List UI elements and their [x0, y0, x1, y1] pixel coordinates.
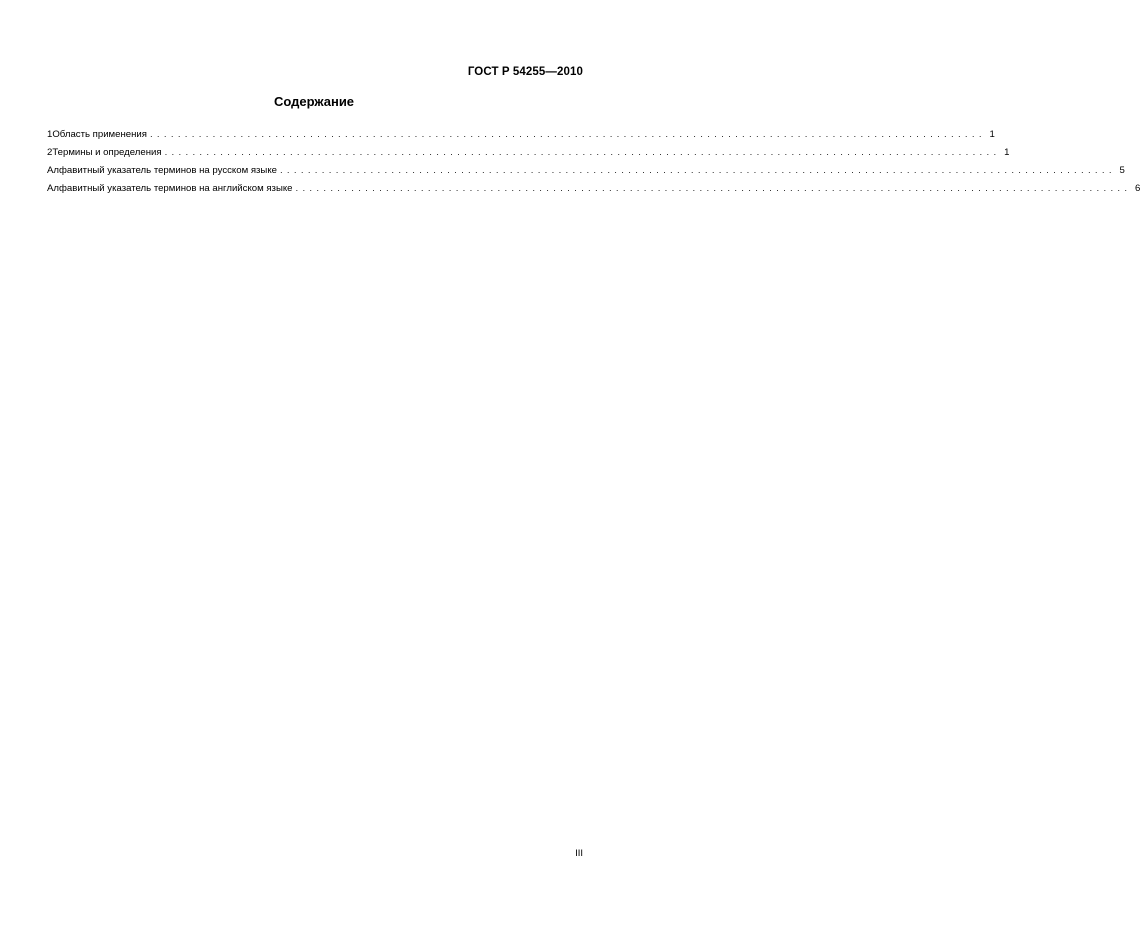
toc-leader-dots: ........................................................................................................................	[164, 147, 1001, 158]
toc-entry-page: 1	[1004, 147, 1010, 158]
toc-leader-dots: ........................................................................................................................	[295, 183, 1132, 194]
toc-entry-label: Алфавитный указатель терминов на русском языке	[47, 165, 277, 176]
toc-entry-page: 1	[989, 129, 995, 140]
toc-entry[interactable]	[47, 144, 1010, 162]
toc-entry-page: 5	[1119, 165, 1125, 176]
toc-entry-number: 1	[47, 129, 53, 140]
toc-entry[interactable]	[47, 180, 1140, 198]
toc-entry-number: 2	[47, 147, 53, 158]
toc-entry[interactable]	[47, 126, 995, 144]
toc-leader-dots: ........................................................................................................................	[149, 129, 986, 140]
table-of-contents	[47, 126, 1140, 198]
page-number: III	[575, 848, 583, 859]
toc-entry-page: 6	[1135, 183, 1140, 194]
toc-entry-label: Алфавитный указатель терминов на английском языке	[47, 183, 293, 194]
toc-entry-label: Термины и определения	[52, 147, 162, 158]
toc-leader-dots: ........................................................................................................................	[279, 165, 1116, 176]
document-code: ГОСТ Р 54255—2010	[467, 66, 583, 78]
toc-entry-label: Область применения	[52, 129, 147, 140]
toc-title: Содержание	[273, 94, 355, 109]
toc-entry[interactable]	[47, 162, 1125, 180]
